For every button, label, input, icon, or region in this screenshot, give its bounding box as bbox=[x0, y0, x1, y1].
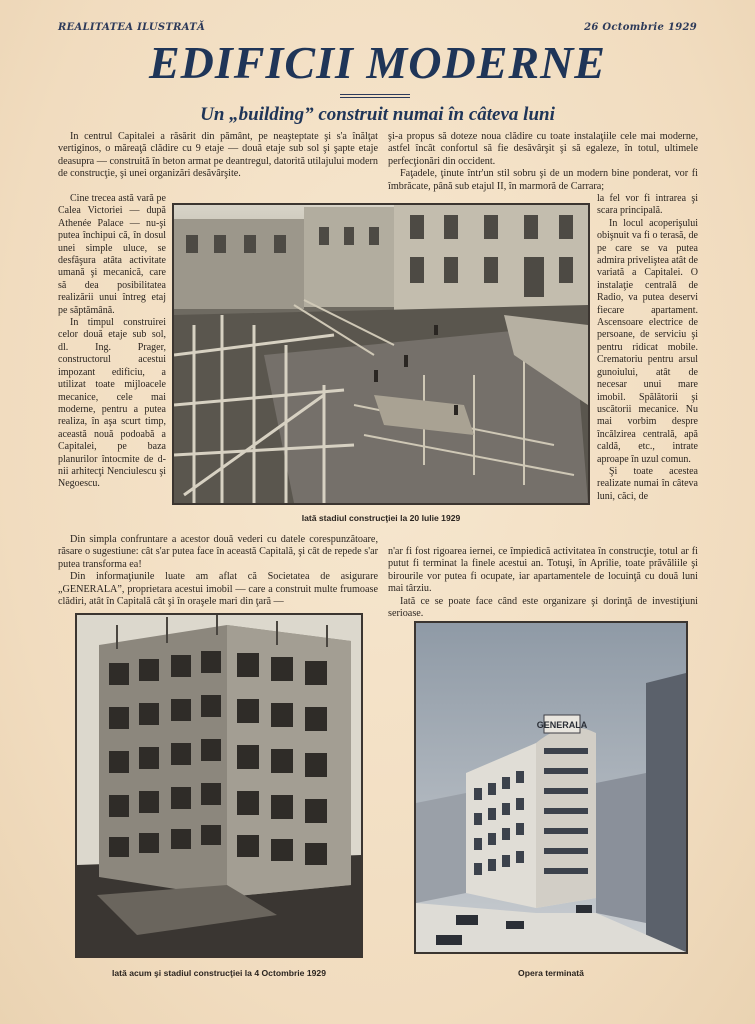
publication-name: REALITATEA ILUSTRATĂ bbox=[58, 22, 206, 33]
photo-construction-july bbox=[172, 203, 590, 505]
issue-date: 26 Octombrie 1929 bbox=[584, 22, 697, 33]
bottom-left-photo-caption: Iată acum şi stadiul construcţiei la 4 Octombrie 1929 bbox=[112, 968, 326, 978]
article-title: EDIFICII MODERNE bbox=[149, 37, 606, 88]
intro-paragraph-right: şi-a propus să doteze noua clădire cu toate instalaţiile cele mai moderne, astfel încât confortul să fie desăvârşit şi să egaleze, în totul, ultimele perfecţionări din occident. Faţadele, ţinute într'un stil sobru şi de un modern bine ponderat, vor fi îmbrăcate, până sub etajul II, în marmoră de Carrara; bbox=[388, 131, 698, 192]
finished-building-image bbox=[416, 623, 686, 952]
title-divider bbox=[340, 97, 410, 98]
illustration-finished-building bbox=[414, 621, 688, 954]
intro-paragraph-left: In centrul Capitalei a răsărit din pământ, pe neaşteptate şi s'a înălţat vertiginos, o măreaţă clădire cu 9 etaje — două etaje sub sol şi şapte etaje deasupra — construită în beton armat pe deantregul, datorită utilajului modern de construcţie, şi unei organizări desăvârşite. bbox=[58, 131, 378, 180]
bottom-right-photo-caption: Opera terminată bbox=[518, 968, 584, 978]
article-subtitle: Un „building” construit numai în câteva luni bbox=[200, 104, 555, 125]
right-column-text: la fel vor fi intrarea şi scara principală. In locul acoperişului obişnuit va fi o terasă, de pe care se va putea admira priveliştea atât de variată a Capitalei. O instalaţie centrală de Radio, va putea deservi fiecare apartament. Ascensoare electrice de persoane, de serviciu şi pentru ridicat mobile. Crematoriu pentru arsul gunoiului, atât de necesar unui mare imobil. Spălătorii şi uscătorii mecanice. Nu mai vorbim despre încălzirea centrală, apă caldă, etc., intrate aproape în uzul comun. Şi toate acestea realizate numai în câteva luni, căci, de bbox=[597, 193, 698, 502]
top-photo-caption: Iată stadiul construcţiei la 20 Iulie 1929 bbox=[301, 513, 461, 523]
lower-paragraph-right: n'ar fi fost rigoarea iernei, ce împiedică activitatea în construcţie, totul ar fi putut fi terminat la finele acestui an. Totuşi, în Aprilie, toate prăvăliile şi birourile vor putea fi ocupate, iar apartamentele de locuinţă cu două luni mai târziu. Iată ce se poate face când este organizare şi dorinţă de investiţiuni serioase. bbox=[388, 546, 698, 620]
lower-paragraph-left: Din simpla confruntare a acestor două vederi cu datele corespunzătoare, răsare o sugestiune: cât s'ar putea face în această Capitală, şi cât de repede s'ar putea transforma ea! Din informaţiunile luate am aflat că Societatea de asigurare „GENERALA”, proprietara acestui imobil — care a construit multe frumoase clădiri, atât în Capitală cât şi în oraşele mari din ţară — bbox=[58, 534, 378, 608]
construction-site-image bbox=[174, 205, 588, 503]
building-frame-image bbox=[77, 615, 361, 956]
building-sign-text: GENERALA bbox=[536, 720, 588, 730]
title-divider bbox=[340, 94, 410, 95]
photo-construction-october bbox=[75, 613, 363, 958]
left-column-text: Cine trecea astă vară pe Calea Victoriei — după Athenée Palace — nu-şi putea închipui că, în dosul unei simple uluce, se desfăşura atâta activitate umană şi mecanică, care să dea posibilitatea realizării unui întreg etaj pe săptămână. In timpul construirei celor două etaje sub sol, dl. Ing. Prager, constructorul acestui impozant edificiu, a utilizat toate mijloacele mecanice, cele mai moderne, pentru a putea realiza, în aşa scurt timp, această nouă podoabă a Capitalei, pe baza planurilor întocmite de d-nii arhitecţi Nenciulescu şi Negoescu. bbox=[58, 193, 166, 490]
